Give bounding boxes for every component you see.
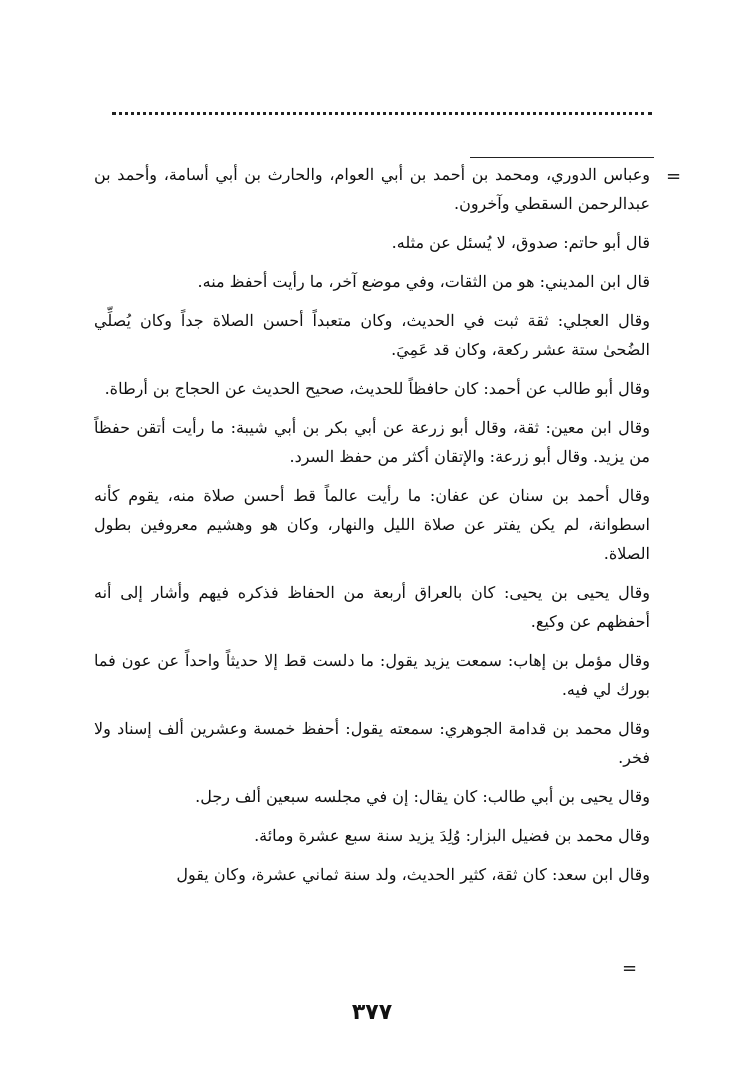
paragraph-muhammad-bin-qudama: وقال محمد بن قدامة الجوهري: سمعته يقول: أحفظ خمسة وعشرين ألف إسناد ولا فخر. [94,719,650,767]
paragraph-abbas-al-duri: وعباس الدوري، ومحمد بن أحمد بن أبي العوام، والحارث بن أبي أسامة، وأحمد بن عبدالرحمن السقطي وآخرون. [94,165,650,213]
paragraph-yahya-bin-yahya: وقال يحيى بن يحيى: كان بالعراق أربعة من الحفاظ فذكره فيهم وأشار إلى أنه أحفظهم عن وكيع. [94,583,650,631]
footnote-separator-rule [470,157,654,158]
page-body [94,160,650,899]
continuation-mark-top: = [666,166,682,187]
paragraph-muammal-bin-ihab: وقال مؤمل بن إهاب: سمعت يزيد يقول: ما دلست قط إلا حديثاً واحداً عن عون فما بورك لي فيه. [94,651,650,699]
paragraph-ibn-main: وقال ابن معين: ثقة، وقال أبو زرعة عن أبي بكر بن أبي شيبة: ما رأيت أتقن حفظاً من يزيد. وقال أبو زرعة: والإتقان أكثر من حفظ السرد. [94,418,650,466]
paragraph-ibn-saad: وقال ابن سعد: كان ثقة، كثير الحديث، ولد سنة ثماني عشرة، وكان يقول [176,865,650,884]
page-number: ٣٧٧ [351,1000,393,1025]
paragraph-ibn-al-madini: قال ابن المديني: هو من الثقات، وفي موضع آخر، ما رأيت أحفظ منه. [197,272,650,291]
paragraph-ahmad-bin-sinan: وقال أحمد بن سنان عن عفان: ما رأيت عالماً قط أحسن صلاة منه، يقوم كأنه اسطوانة، لم يكن يفتر عن صلاة الليل والنهار، وكان هو وهشيم معروفين بطول الصلاة. [94,486,650,563]
paragraph-yahya-bin-abi-talib: وقال يحيى بن أبي طالب: كان يقال: إن في مجلسه سبعين ألف رجل. [195,787,650,806]
paragraph-al-ijli: وقال العجلي: ثقة ثبت في الحديث، وكان متعبداً أحسن الصلاة جداً وكان يُصلِّي الضُحىٰ ستة عشر ركعة، وكان قد عَمِيَ. [94,311,650,359]
paragraph-muhammad-bin-fudayl: وقال محمد بن فضيل البزار: وُلِدَ يزيد سنة سبع عشرة ومائة. [254,826,650,845]
paragraph-abu-hatim: قال أبو حاتم: صدوق، لا يُسئل عن مثله. [391,233,650,252]
continuation-mark-bottom: = [622,958,638,979]
header-dotted-rule [112,112,652,115]
paragraph-abu-talib: وقال أبو طالب عن أحمد: كان حافظاً للحديث، صحيح الحديث عن الحجاج بن أرطاة. [104,379,650,398]
